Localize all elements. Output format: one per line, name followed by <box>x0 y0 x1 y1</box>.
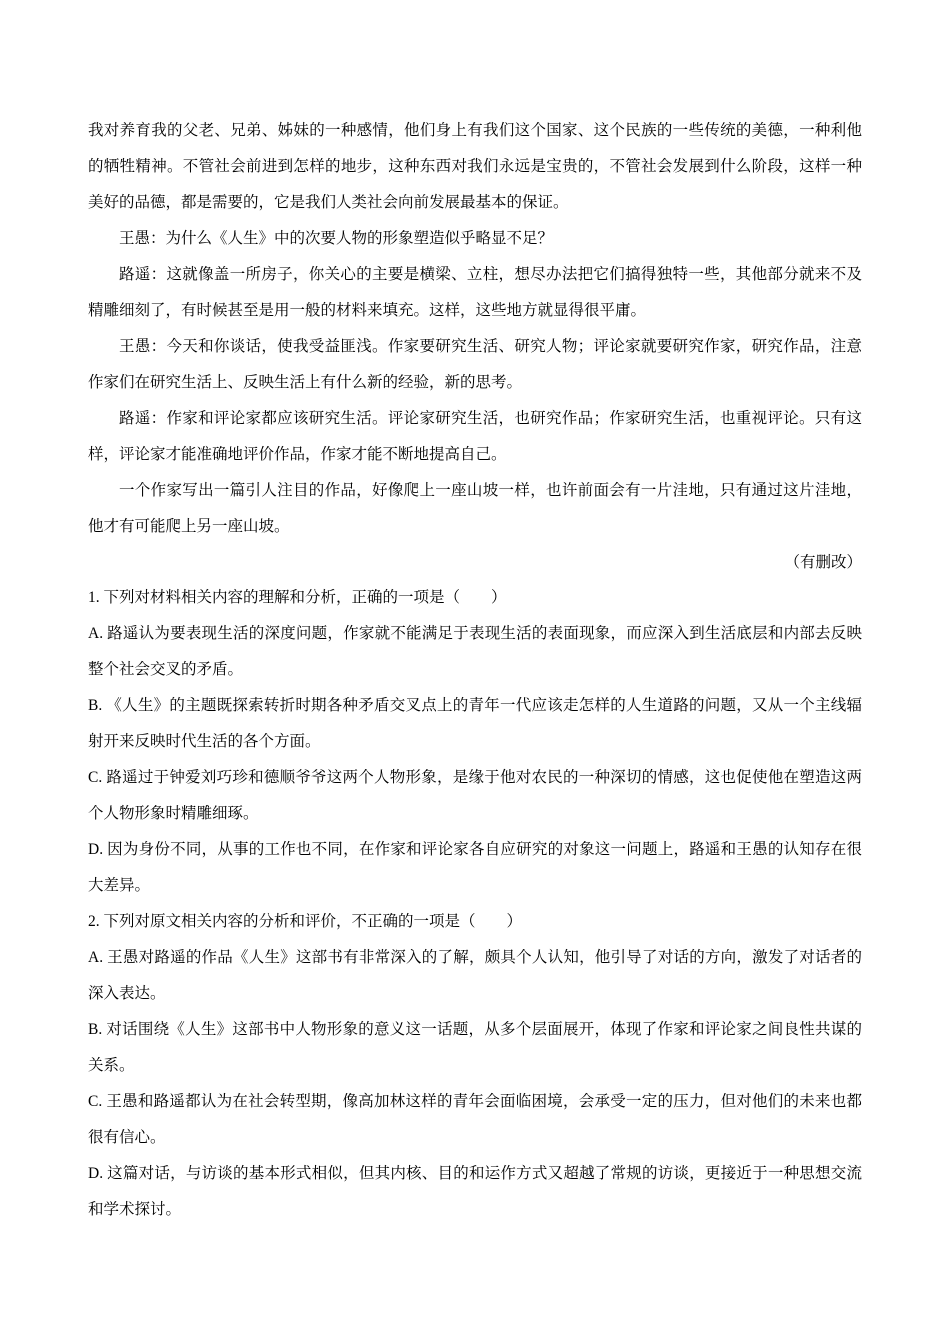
passage <box>88 112 862 544</box>
question-2 <box>88 904 862 1228</box>
source-note: （有删改） <box>784 553 862 571</box>
option-c: C. 路遥过于钟爱刘巧珍和德顺爷爷这两个人物形象，是缘于他对农民的一种深切的情感，这也促使他在塑造这两个人物形象时精雕细琢。 <box>88 769 862 822</box>
option-b: B. 《人生》的主题既探索转折时期各种矛盾交叉点上的青年一代应该走怎样的人生道路的问题，又从一个主线辐射开来反映时代生活的各个方面。 <box>88 697 862 750</box>
option-a: A. 路遥认为要表现生活的深度问题，作家就不能满足于表现生活的表面现象，而应深入到生活底层和内部去反映整个社会交叉的矛盾。 <box>88 625 862 678</box>
option-a: A. 王愚对路遥的作品《人生》这部书有非常深入的了解，颇具个人认知，他引导了对话的方向，激发了对话者的深入表达。 <box>88 949 862 1002</box>
option-d: D. 因为身份不同，从事的工作也不同，在作家和评论家各自应研究的对象这一问题上，路遥和王愚的认知存在很大差异。 <box>88 841 862 894</box>
option-c: C. 王愚和路遥都认为在社会转型期，像高加林这样的青年会面临困境，会承受一定的压力，但对他们的未来也都很有信心。 <box>88 1093 862 1146</box>
question-1 <box>88 580 862 904</box>
passage-paragraph: 路遥：作家和评论家都应该研究生活。评论家研究生活，也研究作品；作家研究生活，也重视评论。只有这样，评论家才能准确地评价作品，作家才能不断地提高自己。 <box>88 409 862 463</box>
question-stem: 1. 下列对材料相关内容的理解和分析，正确的一项是（ ） <box>88 589 507 606</box>
option-d: D. 这篇对话，与访谈的基本形式相似，但其内核、目的和运作方式又超越了常规的访谈，更接近于一种思想交流和学术探讨。 <box>88 1165 862 1218</box>
document-page <box>88 112 862 1228</box>
passage-paragraph: 王愚：为什么《人生》中的次要人物的形象塑造似乎略显不足？ <box>119 229 554 247</box>
question-stem: 2. 下列对原文相关内容的分析和评价，不正确的一项是（ ） <box>88 913 523 930</box>
passage-paragraph: 路遥：这就像盖一所房子，你关心的主要是横梁、立柱，想尽办法把它们搞得独特一些，其他部分就来不及精雕细刻了，有时候甚至是用一般的材料来填充。这样，这些地方就显得很平庸。 <box>88 265 862 319</box>
passage-paragraph: 一个作家写出一篇引人注目的作品，好像爬上一座山坡一样，也许前面会有一片洼地，只有通过这片洼地，他才有可能爬上另一座山坡。 <box>88 481 862 535</box>
option-b: B. 对话围绕《人生》这部书中人物形象的意义这一话题，从多个层面展开，体现了作家和评论家之间良性共谋的关系。 <box>88 1021 862 1074</box>
passage-paragraph: 我对养育我的父老、兄弟、姊妹的一种感情，他们身上有我们这个国家、这个民族的一些传统的美德，一种利他的牺牲精神。不管社会前进到怎样的地步，这种东西对我们永远是宝贵的，不管社会发展到什么阶段，这样一种美好的品德，都是需要的，它是我们人类社会向前发展最基本的保证。 <box>88 121 862 211</box>
passage-paragraph: 王愚：今天和你谈话，使我受益匪浅。作家要研究生活、研究人物；评论家就要研究作家，研究作品，注意作家们在研究生活上、反映生活上有什么新的经验，新的思考。 <box>88 337 862 391</box>
